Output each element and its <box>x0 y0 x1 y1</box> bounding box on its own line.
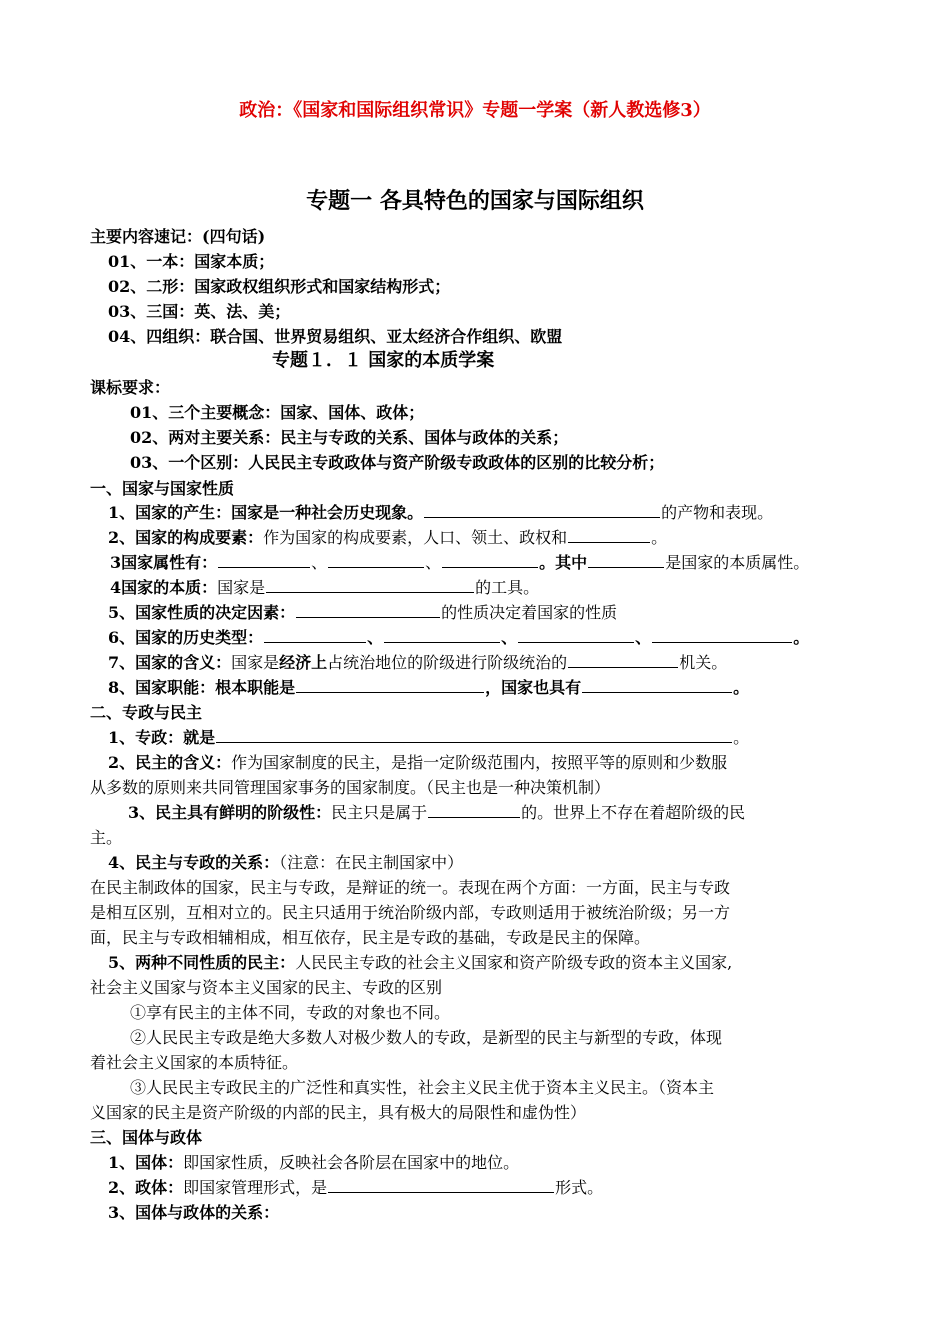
fill-blank[interactable] <box>652 627 792 643</box>
label: 7、国家的含义： <box>108 653 232 672</box>
text: 、 <box>425 553 442 572</box>
comparison-item: ①享有民主的主体不同，专政的对象也不同。 <box>130 1003 451 1022</box>
text: 即国家性质，反映社会各阶层在国家中的地位。 <box>183 1153 520 1172</box>
text: 、 <box>501 628 518 647</box>
main-title: 专题一 各具特色的国家与国际组织 <box>306 188 644 214</box>
fill-blank[interactable] <box>266 577 474 593</box>
label: 6、国家的历史类型： <box>108 628 264 647</box>
label: 5、两种不同性质的民主： <box>108 953 296 972</box>
part2-line-3-cont: 主。 <box>90 828 123 847</box>
part2-line-5-cont: 社会主义国家与资本主义国家的民主、专政的区别 <box>90 978 443 997</box>
fill-blank[interactable] <box>442 552 538 568</box>
text: 。 <box>733 678 750 697</box>
standards-item: 03、一个区别：人民民主专政政体与资产阶级专政政体的区别的比较分析； <box>130 453 665 472</box>
text: 民主只是属于 <box>331 803 428 822</box>
part2-paragraph-line: 是相互区别，互相对立的。民主只适用于统治阶级内部，专政则适用于被统治阶级；另一方 <box>90 903 731 922</box>
fill-blank[interactable] <box>264 627 366 643</box>
fill-blank[interactable] <box>218 552 310 568</box>
part1-line-8 <box>108 677 749 699</box>
label: 4、民主与专政的关系： <box>108 853 280 872</box>
label: 2、民主的含义： <box>108 753 232 772</box>
fill-blank[interactable] <box>328 1177 554 1193</box>
label: 5、国家性质的决定因素： <box>108 603 296 622</box>
fill-blank[interactable] <box>296 677 484 693</box>
text: 。 <box>651 528 668 547</box>
text: 国家是 <box>231 653 280 672</box>
label: 1、国体： <box>108 1153 184 1172</box>
text: ，国家也具有 <box>485 678 582 697</box>
document-title: 政治：《国家和国际组织常识》专题一学案（新人教选修3） <box>239 100 711 121</box>
part2-paragraph-line: 面，民主与专政相辅相成，相互依存，民主是专政的基础，专政是民主的保障。 <box>90 928 651 947</box>
fill-blank[interactable] <box>588 552 664 568</box>
label: 1、专政：就是 <box>108 728 216 747</box>
text: 作为国家制度的民主，是指一定阶级范围内，按照平等的原则和少数服 <box>231 753 728 772</box>
summary-heading: 主要内容速记：(四句话) <box>90 227 266 246</box>
text: 、 <box>635 628 652 647</box>
standards-heading: 课标要求： <box>90 378 171 397</box>
standards-item: 01、三个主要概念：国家、国体、政体； <box>130 403 425 422</box>
fill-blank[interactable] <box>424 502 660 518</box>
text: 占统治地位的阶级进行阶级统治的 <box>327 653 568 672</box>
fill-blank[interactable] <box>384 627 500 643</box>
summary-item: 02、二形：国家政权组织形式和国家结构形式； <box>108 277 451 296</box>
text: 的。世界上不存在着超阶级的民 <box>521 803 746 822</box>
part2-line-2-cont: 从多数的原则来共同管理国家事务的国家制度。（民主也是一种决策机制） <box>90 778 611 797</box>
text: 。 <box>733 728 750 747</box>
text: 。 <box>793 628 810 647</box>
text: 的产物和表现。 <box>661 503 774 522</box>
part2-line-3 <box>128 802 745 824</box>
text: 、 <box>367 628 384 647</box>
text: 的性质决定着国家的性质 <box>441 603 618 622</box>
part3-heading: 三、国体与政体 <box>90 1128 203 1147</box>
text: 国家是 <box>217 578 266 597</box>
text: 、 <box>311 553 328 572</box>
summary-item: 03、三国：英、法、美； <box>108 302 291 321</box>
label: 1、国家的产生：国家是一种社会历史现象。 <box>108 503 424 522</box>
text: 是国家的本质属性。 <box>665 553 810 572</box>
text: 作为国家的构成要素，人口、领土、政权和 <box>263 528 568 547</box>
label: 3国家属性有： <box>110 553 218 572</box>
fill-blank[interactable] <box>518 627 634 643</box>
part2-heading: 二、专政与民主 <box>90 703 203 722</box>
label: 2、政体： <box>108 1178 184 1197</box>
text: 经济上 <box>279 653 328 672</box>
text: （注意：在民主制国家中） <box>279 853 464 872</box>
part2-line-5 <box>108 952 732 974</box>
comparison-item: ③人民民主专政民主的广泛性和真实性，社会主义民主优于资本主义民主。（资本主 <box>130 1078 715 1097</box>
text: 的工具。 <box>475 578 540 597</box>
fill-blank[interactable] <box>582 677 732 693</box>
part1-heading: 一、国家与国家性质 <box>90 479 235 498</box>
text: 机关。 <box>679 653 728 672</box>
part2-line-2 <box>108 752 727 774</box>
standards-item: 02、两对主要关系：民主与专政的关系、国体与政体的关系； <box>130 428 569 447</box>
part3-line-3: 3、国体与政体的关系： <box>108 1203 280 1222</box>
text: 形式。 <box>555 1178 604 1197</box>
part3-line-1 <box>108 1152 519 1174</box>
part2-paragraph-line: 在民主制政体的国家，民主与专政，是辩证的统一。表现在两个方面：一方面，民主与专政 <box>90 878 731 897</box>
comparison-item-cont: 义国家的民主是资产阶级的内部的民主，具有极大的局限性和虚伪性） <box>90 1103 587 1122</box>
fill-blank[interactable] <box>296 602 440 618</box>
part3-line-2 <box>108 1177 603 1199</box>
part1-line-4 <box>110 577 539 599</box>
label: 8、国家职能：根本职能是 <box>108 678 296 697</box>
summary-item: 01、一本：国家本质； <box>108 252 275 271</box>
part1-line-6 <box>108 627 809 649</box>
comparison-item-cont: 着社会主义国家的本质特征。 <box>90 1053 299 1072</box>
comparison-item: ②人民民主专政是绝大多数人对极少数人的专政，是新型的民主与新型的专政，体现 <box>130 1028 723 1047</box>
part1-line-3 <box>110 552 809 574</box>
fill-blank[interactable] <box>568 652 678 668</box>
section-title: 专题１．１ 国家的本质学案 <box>272 350 495 371</box>
text: 人民民主专政的社会主义国家和资产阶级专政的资本主义国家, <box>295 953 733 972</box>
label: 4国家的本质： <box>110 578 218 597</box>
text: 。其中 <box>539 553 588 572</box>
fill-blank[interactable] <box>568 527 650 543</box>
label: 2、国家的构成要素： <box>108 528 264 547</box>
part1-line-7 <box>108 652 727 674</box>
summary-item: 04、四组织：联合国、世界贸易组织、亚太经济合作组织、欧盟 <box>108 327 563 346</box>
part1-line-5 <box>108 602 617 624</box>
fill-blank[interactable] <box>216 727 732 743</box>
part1-line-1 <box>108 502 773 524</box>
text: 即国家管理形式，是 <box>183 1178 328 1197</box>
part2-line-4 <box>108 852 463 874</box>
part1-line-2 <box>108 527 667 549</box>
label: 3、民主具有鲜明的阶级性： <box>128 803 332 822</box>
fill-blank[interactable] <box>328 552 424 568</box>
fill-blank[interactable] <box>428 802 520 818</box>
part2-line-1 <box>108 727 749 749</box>
